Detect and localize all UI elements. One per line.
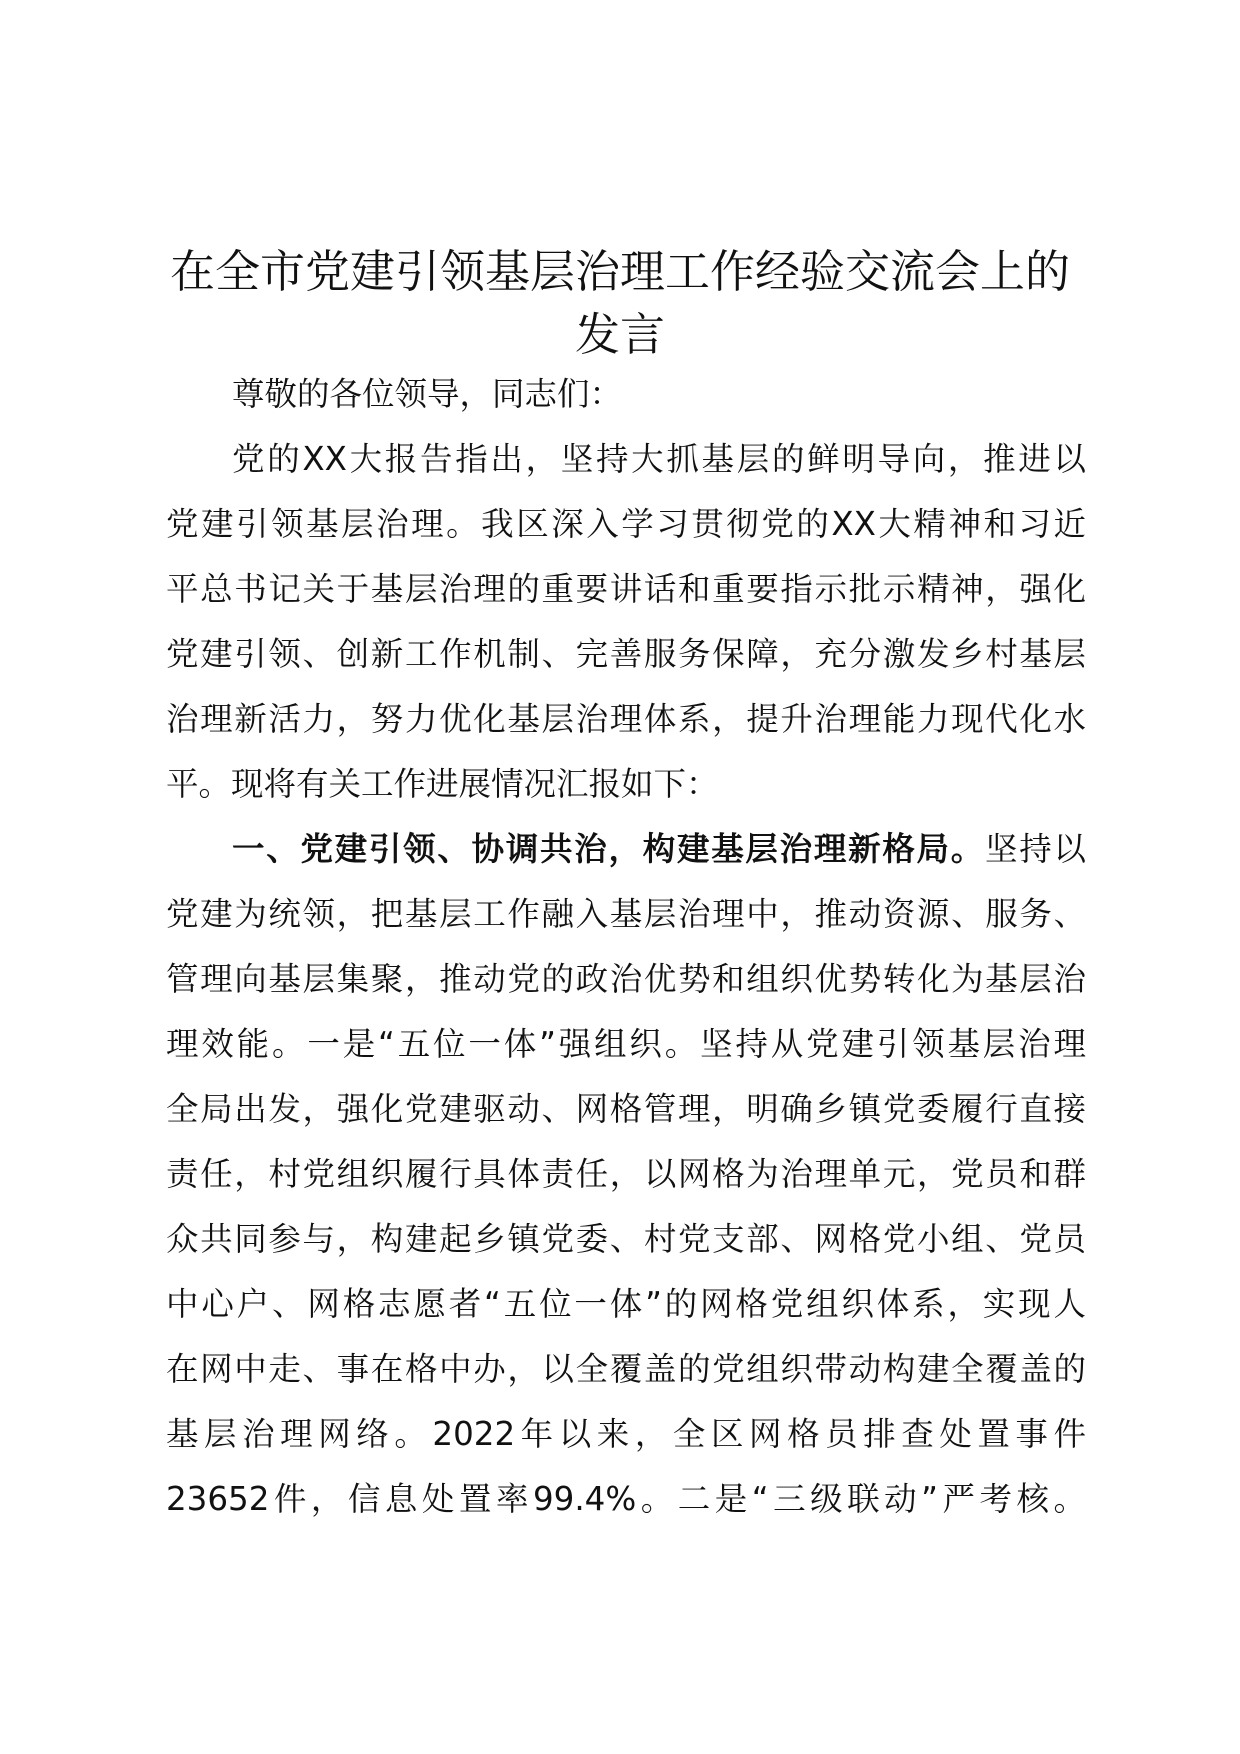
paragraph-line: 众共同参与，构建起乡镇党委、村党支部、网格党小组、党员 [166, 1220, 1086, 1258]
document-body [166, 362, 1086, 1532]
paragraph-line: 党建为统领，把基层工作融入基层治理中，推动资源、服务、 [166, 895, 1086, 933]
greeting-paragraph [166, 362, 1086, 427]
title-line: 发言 [574, 308, 665, 361]
paragraph-line: 基层治理网络。2022年以来，全区网格员排查处置事件 [166, 1415, 1086, 1453]
paragraph-line: 党的XX大报告指出，坚持大抓基层的鲜明导向，推进以 [232, 440, 1086, 478]
paragraph-line [166, 817, 1086, 882]
paragraph-line: 党建引领基层治理。我区深入学习贯彻党的XX大精神和习近 [166, 505, 1086, 543]
document-title [150, 240, 1090, 366]
section-heading-continuation: 坚持以 [985, 830, 1086, 868]
paragraph-line: 责任，村党组织履行具体责任，以网格为治理单元，党员和群 [166, 1155, 1086, 1193]
intro-paragraph [166, 427, 1086, 817]
paragraph-line: 理效能。一是“五位一体”强组织。坚持从党建引领基层治理 [166, 1025, 1086, 1063]
section-one-paragraph [166, 817, 1086, 1532]
title-line: 在全市党建引领基层治理工作经验交流会上的 [169, 245, 1070, 298]
paragraph-line: 管理向基层集聚，推动党的政治优势和组织优势转化为基层治 [166, 960, 1086, 998]
paragraph-line: 在网中走、事在格中办，以全覆盖的党组织带动构建全覆盖的 [166, 1350, 1086, 1388]
section-heading: 一、党建引领、协调共治，构建基层治理新格局。 [232, 830, 986, 868]
paragraph-line: 全局出发，强化党建驱动、网格管理，明确乡镇党委履行直接 [166, 1090, 1086, 1128]
paragraph-line: 平。现将有关工作进展情况汇报如下： [166, 765, 719, 803]
paragraph-line: 治理新活力，努力优化基层治理体系，提升治理能力现代化水 [166, 700, 1086, 738]
paragraph-line: 中心户、网格志愿者“五位一体”的网格党组织体系，实现人 [166, 1285, 1086, 1323]
paragraph-line: 23652件，信息处置率99.4%。二是“三级联动”严考核。 [166, 1480, 1086, 1518]
paragraph-line: 党建引领、创新工作机制、完善服务保障，充分激发乡村基层 [166, 635, 1086, 673]
paragraph-line: 平总书记关于基层治理的重要讲话和重要指示批示精神，强化 [166, 570, 1086, 608]
greeting-line: 尊敬的各位领导，同志们： [232, 375, 623, 413]
